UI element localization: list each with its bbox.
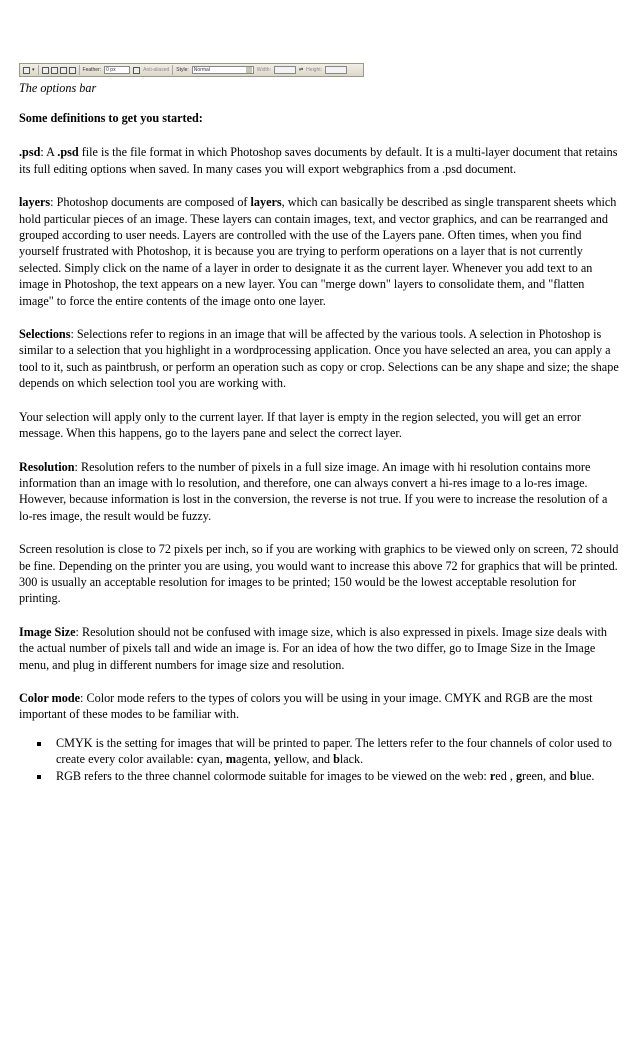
new-selection-icon: [42, 67, 49, 74]
feather-field: 0 px: [104, 66, 130, 74]
add-selection-icon: [51, 67, 58, 74]
swap-icon: ⇄: [298, 67, 304, 73]
screen-resolution-paragraph: Screen resolution is close to 72 pixels per inch, so if you are working with graphics to be viewed only on screen, 72 should be fine. Depending on the printer you are using, you would want to increase this above 72 for graphics that will be printed. 300 is usually an acceptable resolution for images to be printed; 150 would be the lowest acceptable resolution for printing.: [19, 542, 619, 606]
layers-pre: : Photoshop documents are composed of: [50, 195, 251, 210]
yellow-rest: ellow, and: [280, 752, 334, 767]
resolution-definition: [19, 459, 619, 525]
dropdown-arrow-icon: [246, 67, 252, 73]
list-item: [56, 768, 619, 784]
color-mode-text: : Color mode refers to the types of colors you will be using in your image. CMYK and RGB are the most important of these modes to be familiar with.: [19, 690, 593, 722]
cyan-rest: yan,: [202, 752, 226, 767]
selection-note: Your selection will apply only to the current layer. If that layer is empty in the region selected, you will get an error message. When this happens, go to the layers pane and select the correct layer.: [19, 409, 581, 441]
term-layers-inline: layers: [250, 195, 282, 210]
rgb-text: RGB refers to the three channel colormode suitable for images to be viewed on the web:: [56, 768, 490, 783]
intersect-selection-icon: [69, 67, 76, 74]
color-modes-list: [19, 735, 619, 784]
style-select: [192, 66, 254, 74]
psd-definition: [19, 144, 619, 177]
toolbar-separator: [38, 65, 39, 75]
psd-pre: : A: [40, 145, 58, 160]
letter-m: m: [225, 752, 237, 767]
marquee-tool-group: [23, 67, 35, 74]
term-selections: Selections: [19, 327, 71, 342]
term-image-size: Image Size: [19, 624, 76, 639]
color-mode-definition: [19, 690, 619, 723]
letter-blue-b: b: [569, 768, 577, 783]
selection-mode-group: [42, 67, 76, 74]
toolbar-separator: [79, 65, 80, 75]
antialias-checkbox-icon: [133, 67, 140, 74]
section-heading: [19, 110, 619, 126]
width-field: [274, 66, 296, 74]
list-item: [56, 735, 619, 768]
height-field: [325, 66, 347, 74]
image-caption: The options bar: [19, 81, 97, 95]
term-psd: .psd: [19, 145, 41, 160]
letter-b: b: [333, 752, 340, 767]
letter-c: c: [196, 752, 203, 767]
magenta-rest: agenta,: [236, 752, 274, 767]
width-label: Width:: [256, 67, 271, 73]
toolbar-separator: [172, 65, 173, 75]
rect-marquee-icon: [23, 67, 30, 74]
feather-label: Feather:: [82, 67, 102, 73]
layers-text: , which can basically be described as single transparent sheets which hold particular pieces of an image. These layers can contain images, text, and vector graphics, and can be rearranged and grouped according to user needs. Layers are controlled with the use of the Layers pane. Often times, when you find yourself frustrated with Photoshop, it is because you are trying to perform operations on a layer that is not currently selected. Simply click on the name of a layer in order to designate it as the current layer. Whenever you add text to an image in Photoshop, the text appears on a new layer. You can "merge down" layers to consolidate them, and "flatten image" to force the entire contents of the image onto one layer.: [19, 195, 617, 308]
subtract-selection-icon: [60, 67, 67, 74]
style-label: Style:: [176, 67, 189, 73]
red-rest: ed ,: [495, 768, 516, 783]
document-body: [19, 110, 619, 784]
dropdown-arrow-icon: ▾: [32, 67, 35, 73]
letter-r: r: [489, 768, 496, 783]
psd-text: file is the file format in which Photoshop saves documents by default. It is a multi-layer document that retains its full editing options when saved. In many cases you will export webgraphics from a .psd document.: [19, 145, 618, 176]
image-size-text: : Resolution should not be confused with image size, which is also expressed in pixels. Image size deals with the actual number of pixels tall and wide an image is. For an idea of how the two differ, go to Image Size in the Image menu, and plug in different numbers for image size and resolution.: [19, 624, 607, 672]
options-bar-image: [19, 63, 364, 77]
black-rest: lack.: [339, 752, 364, 767]
blue-rest: lue.: [576, 768, 595, 783]
selections-definition: [19, 326, 619, 392]
heading-text: Some definitions to get you started:: [19, 111, 203, 125]
term-psd-inline: .psd: [57, 145, 79, 160]
green-rest: reen, and: [522, 768, 570, 783]
resolution-text: : Resolution refers to the number of pixels in a full size image. An image with hi resolution contains more information than an image with lo resolution, and therefore, one can always convert a hi-res image to a lo-res image. However, because information is lost in the conversion, the reverse is not true. If you were to increase the resolution of a lo-res image, the result would be fuzzy.: [19, 459, 608, 523]
layers-definition: [19, 194, 619, 309]
term-resolution: Resolution: [19, 459, 75, 474]
cmyk-text: CMYK is the setting for images that will be printed to paper. The letters refer to the four channels of color used to create every color available:: [56, 735, 612, 767]
letter-g: g: [515, 768, 523, 783]
term-layers: layers: [19, 195, 51, 210]
height-label: Height:: [306, 67, 323, 73]
image-size-definition: [19, 624, 619, 673]
letter-y: y: [273, 752, 281, 767]
selections-text: : Selections refer to regions in an image that will be affected by the various tools. A selection in Photoshop is similar to a selection that you highlight in a wordprocessing application. Once you have selected an area, you can apply a tool to it, such as paintbrush, or perform an operation such as copy or crop. Selections can be any shape and size; the shape depends on which selection tool you are working with.: [19, 327, 619, 391]
term-color-mode: Color mode: [19, 690, 81, 705]
style-value: Normal: [193, 67, 210, 73]
antialias-label: Anti-aliased: [143, 67, 170, 73]
